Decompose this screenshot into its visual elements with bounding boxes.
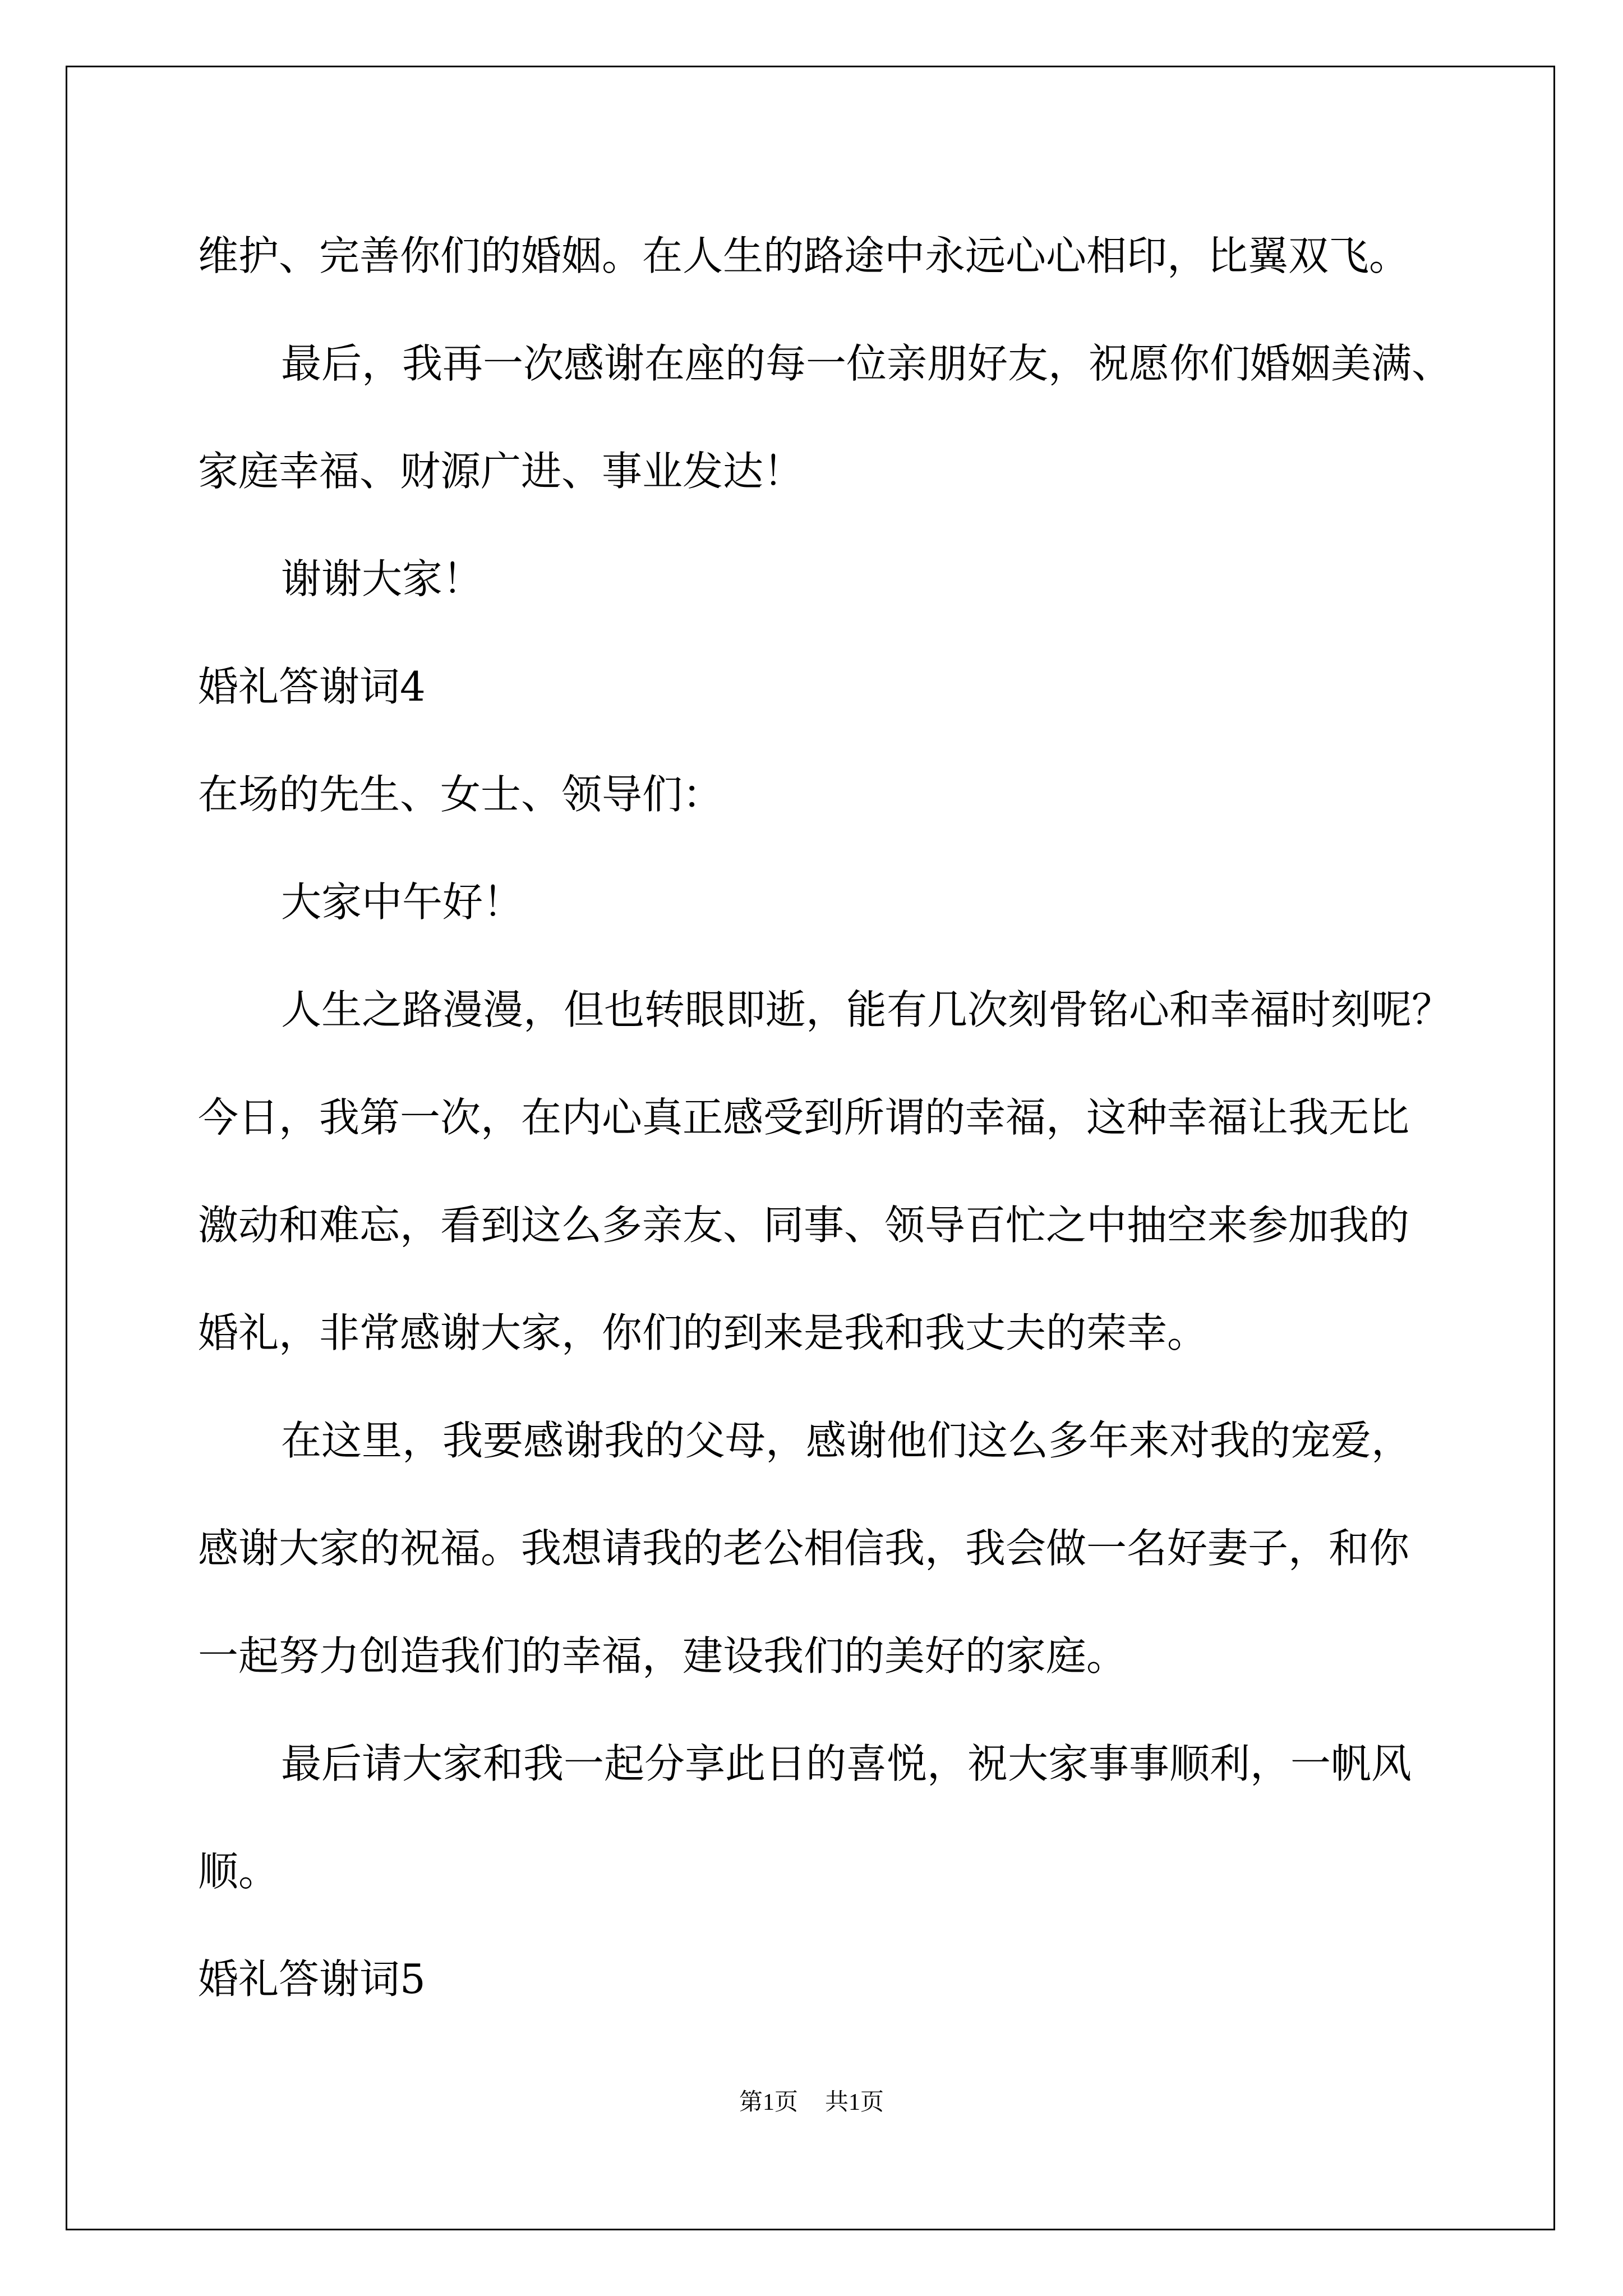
text-line: 婚礼答谢词5: [198, 1955, 426, 2003]
text-line: 最后，我再一次感谢在座的每一位亲朋好友，祝愿你们婚姻美满、: [281, 340, 1453, 387]
text-line: 在场的先生、女士、领导们：: [198, 771, 723, 818]
document-body: [198, 202, 1453, 2033]
text-line: 大家中午好！: [281, 878, 524, 926]
text-line: 人生之路漫漫，但也转眼即逝，能有几次刻骨铭心和幸福时刻呢？: [281, 986, 1453, 1033]
page-total: 共1页: [825, 2090, 884, 2115]
text-line: 谢谢大家！: [281, 555, 483, 602]
text-line: 家庭幸福、财源广进、事业发达！: [198, 448, 804, 495]
text-line: 最后请大家和我一起分享此日的喜悦，祝大家事事顺利，一帆风: [281, 1740, 1412, 1787]
page-footer: [0, 2083, 1623, 2117]
text-line: 婚礼，非常感谢大家，你们的到来是我和我丈夫的荣幸。: [198, 1309, 1208, 1356]
text-line: 激动和难忘，看到这么多亲友、同事、领导百忙之中抽空来参加我的: [198, 1202, 1410, 1249]
page-number: 第1页: [739, 2090, 798, 2115]
text-line: 维护、完善你们的婚姻。在人生的路途中永远心心相印，比翼双飞。: [198, 232, 1410, 279]
text-line: 今日，我第一次，在内心真正感受到所谓的幸福，这种幸福让我无比: [198, 1094, 1410, 1141]
text-line: 顺。: [198, 1848, 279, 1895]
text-line: 一起努力创造我们的幸福，建设我们的美好的家庭。: [198, 1632, 1127, 1680]
text-line: 在这里，我要感谢我的父母，感谢他们这么多年来对我的宠爱，: [281, 1417, 1412, 1464]
text-line: 感谢大家的祝福。我想请我的老公相信我，我会做一名好妻子，和你: [198, 1525, 1410, 1572]
text-line: 婚礼答谢词4: [198, 663, 426, 710]
